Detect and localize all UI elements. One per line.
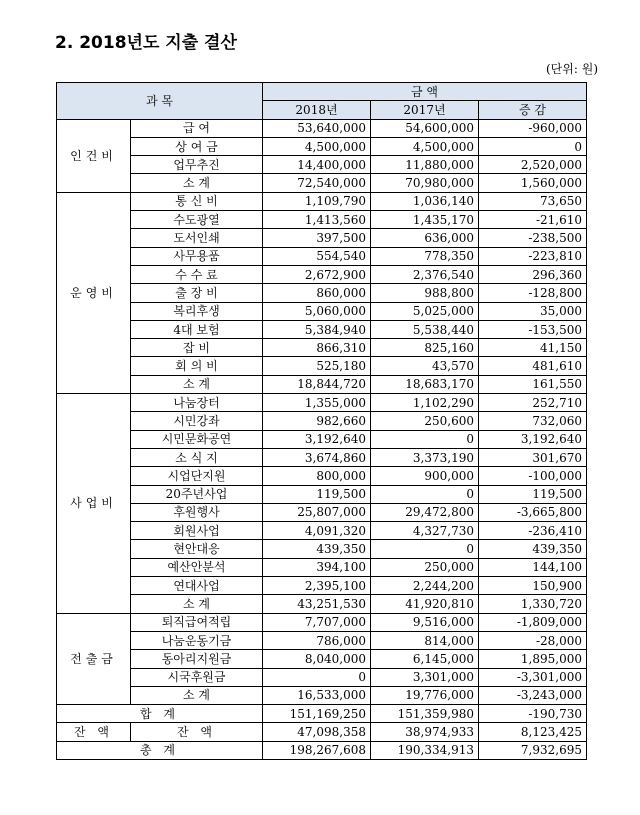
value-2017: 0 bbox=[371, 540, 479, 558]
table-row bbox=[57, 485, 587, 503]
balance-2017: 38,974,933 bbox=[371, 723, 479, 741]
value-2018: 0 bbox=[263, 668, 371, 686]
page-title: 2. 2018년도 지출 결산 bbox=[55, 33, 237, 53]
item-name: 연대사업 bbox=[131, 577, 263, 595]
value-2018: 2,672,900 bbox=[263, 265, 371, 283]
table-row bbox=[57, 174, 587, 192]
value-2018: 2,395,100 bbox=[263, 577, 371, 595]
category-cell: 운영비 bbox=[57, 192, 131, 393]
table-row bbox=[57, 595, 587, 613]
value-diff: 1,895,000 bbox=[479, 650, 587, 668]
value-2017: 0 bbox=[371, 485, 479, 503]
value-2018: 439,350 bbox=[263, 540, 371, 558]
value-2018: 72,540,000 bbox=[263, 174, 371, 192]
table-row bbox=[57, 137, 587, 155]
item-name: 예산안분석 bbox=[131, 558, 263, 576]
header-amount: 금 액 bbox=[263, 83, 587, 101]
item-name: 출 장 비 bbox=[131, 284, 263, 302]
item-name: 소 계 bbox=[131, 375, 263, 393]
value-2018: 554,540 bbox=[263, 247, 371, 265]
item-name: 수도광열 bbox=[131, 211, 263, 229]
table-row bbox=[57, 540, 587, 558]
value-2017: 41,920,810 bbox=[371, 595, 479, 613]
table-row bbox=[57, 265, 587, 283]
table-row bbox=[57, 686, 587, 704]
value-2017: 6,145,000 bbox=[371, 650, 479, 668]
value-2018: 5,060,000 bbox=[263, 302, 371, 320]
item-name: 회 의 비 bbox=[131, 357, 263, 375]
table-row bbox=[57, 357, 587, 375]
value-2017: 54,600,000 bbox=[371, 119, 479, 137]
value-2018: 8,040,000 bbox=[263, 650, 371, 668]
item-name: 시민문화공연 bbox=[131, 430, 263, 448]
value-2017: 778,350 bbox=[371, 247, 479, 265]
item-name: 시국후원금 bbox=[131, 668, 263, 686]
value-diff: 481,610 bbox=[479, 357, 587, 375]
value-diff: 0 bbox=[479, 137, 587, 155]
value-2018: 5,384,940 bbox=[263, 320, 371, 338]
table-row bbox=[57, 394, 587, 412]
category-cell: 사업비 bbox=[57, 394, 131, 614]
balance-item: 잔 액 bbox=[131, 723, 263, 741]
table-row bbox=[57, 339, 587, 357]
table-row bbox=[57, 448, 587, 466]
value-2017: 4,327,730 bbox=[371, 522, 479, 540]
value-diff: 150,900 bbox=[479, 577, 587, 595]
item-name: 업무추진 bbox=[131, 156, 263, 174]
grand-total-2017: 190,334,913 bbox=[371, 741, 479, 759]
value-2017: 5,538,440 bbox=[371, 320, 479, 338]
balance-row bbox=[57, 723, 587, 741]
item-name: 소 계 bbox=[131, 686, 263, 704]
value-diff: -153,500 bbox=[479, 320, 587, 338]
value-2017: 70,980,000 bbox=[371, 174, 479, 192]
category-cell: 전출금 bbox=[57, 613, 131, 704]
item-name: 나눔장터 bbox=[131, 394, 263, 412]
value-2018: 25,807,000 bbox=[263, 503, 371, 521]
value-2017: 988,800 bbox=[371, 284, 479, 302]
table-row bbox=[57, 668, 587, 686]
table-row bbox=[57, 302, 587, 320]
value-diff: 41,150 bbox=[479, 339, 587, 357]
value-2018: 3,674,860 bbox=[263, 448, 371, 466]
item-name: 소 계 bbox=[131, 595, 263, 613]
value-2018: 394,100 bbox=[263, 558, 371, 576]
value-2018: 43,251,530 bbox=[263, 595, 371, 613]
item-name: 20주년사업 bbox=[131, 485, 263, 503]
item-name: 잡 비 bbox=[131, 339, 263, 357]
item-name: 동아리지원금 bbox=[131, 650, 263, 668]
header-subject: 과 목 bbox=[57, 83, 263, 120]
value-diff: 35,000 bbox=[479, 302, 587, 320]
value-2018: 800,000 bbox=[263, 467, 371, 485]
total-sum-2018: 151,169,250 bbox=[263, 705, 371, 723]
value-2018: 14,400,000 bbox=[263, 156, 371, 174]
value-diff: -3,243,000 bbox=[479, 686, 587, 704]
value-diff: 73,650 bbox=[479, 192, 587, 210]
value-2017: 19,776,000 bbox=[371, 686, 479, 704]
value-2017: 5,025,000 bbox=[371, 302, 479, 320]
grand-total-diff: 7,932,695 bbox=[479, 741, 587, 759]
expense-table bbox=[56, 82, 587, 760]
table-row bbox=[57, 430, 587, 448]
table-row bbox=[57, 211, 587, 229]
table-row bbox=[57, 156, 587, 174]
table-row bbox=[57, 613, 587, 631]
item-name: 시업단지원 bbox=[131, 467, 263, 485]
value-2018: 525,180 bbox=[263, 357, 371, 375]
value-2018: 1,355,000 bbox=[263, 394, 371, 412]
value-2017: 825,160 bbox=[371, 339, 479, 357]
table-row bbox=[57, 577, 587, 595]
value-2018: 53,640,000 bbox=[263, 119, 371, 137]
value-2018: 119,500 bbox=[263, 485, 371, 503]
table-row bbox=[57, 558, 587, 576]
grand-total-label: 총 계 bbox=[57, 741, 263, 759]
value-diff: 2,520,000 bbox=[479, 156, 587, 174]
table-row bbox=[57, 229, 587, 247]
value-diff: 296,360 bbox=[479, 265, 587, 283]
value-2017: 4,500,000 bbox=[371, 137, 479, 155]
value-diff: -21,610 bbox=[479, 211, 587, 229]
table-row bbox=[57, 192, 587, 210]
value-2018: 397,500 bbox=[263, 229, 371, 247]
item-name: 수 수 료 bbox=[131, 265, 263, 283]
value-diff: 732,060 bbox=[479, 412, 587, 430]
value-2017: 43,570 bbox=[371, 357, 479, 375]
value-2017: 0 bbox=[371, 430, 479, 448]
header-2018: 2018년 bbox=[263, 101, 371, 119]
value-2018: 982,660 bbox=[263, 412, 371, 430]
grand-total-2018: 198,267,608 bbox=[263, 741, 371, 759]
value-diff: -223,810 bbox=[479, 247, 587, 265]
value-2017: 1,435,170 bbox=[371, 211, 479, 229]
value-2018: 4,091,320 bbox=[263, 522, 371, 540]
value-diff: -960,000 bbox=[479, 119, 587, 137]
total-sum-diff: -190,730 bbox=[479, 705, 587, 723]
value-2018: 1,109,790 bbox=[263, 192, 371, 210]
value-diff: 144,100 bbox=[479, 558, 587, 576]
item-name: 상 여 금 bbox=[131, 137, 263, 155]
value-2017: 2,376,540 bbox=[371, 265, 479, 283]
value-diff: -28,000 bbox=[479, 631, 587, 649]
value-diff: -128,800 bbox=[479, 284, 587, 302]
table-row bbox=[57, 284, 587, 302]
value-2017: 1,036,140 bbox=[371, 192, 479, 210]
table-row bbox=[57, 247, 587, 265]
value-2018: 786,000 bbox=[263, 631, 371, 649]
unit-note: (단위: 원) bbox=[546, 62, 598, 76]
value-diff: -3,301,000 bbox=[479, 668, 587, 686]
value-diff: -1,809,000 bbox=[479, 613, 587, 631]
value-2017: 3,301,000 bbox=[371, 668, 479, 686]
value-diff: 1,560,000 bbox=[479, 174, 587, 192]
value-2017: 1,102,290 bbox=[371, 394, 479, 412]
value-diff: -238,500 bbox=[479, 229, 587, 247]
table-row bbox=[57, 119, 587, 137]
value-2018: 860,000 bbox=[263, 284, 371, 302]
table-row bbox=[57, 522, 587, 540]
table-row bbox=[57, 375, 587, 393]
value-2018: 866,310 bbox=[263, 339, 371, 357]
item-name: 4대 보험 bbox=[131, 320, 263, 338]
value-2018: 18,844,720 bbox=[263, 375, 371, 393]
header-diff: 증 감 bbox=[479, 101, 587, 119]
value-2017: 2,244,200 bbox=[371, 577, 479, 595]
value-2017: 3,373,190 bbox=[371, 448, 479, 466]
value-2017: 250,600 bbox=[371, 412, 479, 430]
value-2018: 4,500,000 bbox=[263, 137, 371, 155]
value-diff: -100,000 bbox=[479, 467, 587, 485]
total-sum-2017: 151,359,980 bbox=[371, 705, 479, 723]
item-name: 시민강좌 bbox=[131, 412, 263, 430]
item-name: 소 계 bbox=[131, 174, 263, 192]
table-row bbox=[57, 503, 587, 521]
item-name: 복리후생 bbox=[131, 302, 263, 320]
value-diff: -3,665,800 bbox=[479, 503, 587, 521]
value-2017: 900,000 bbox=[371, 467, 479, 485]
item-name: 후원행사 bbox=[131, 503, 263, 521]
value-2017: 18,683,170 bbox=[371, 375, 479, 393]
table-row bbox=[57, 467, 587, 485]
value-2018: 1,413,560 bbox=[263, 211, 371, 229]
value-diff: 252,710 bbox=[479, 394, 587, 412]
value-2017: 29,472,800 bbox=[371, 503, 479, 521]
value-diff: 119,500 bbox=[479, 485, 587, 503]
item-name: 소 식 지 bbox=[131, 448, 263, 466]
balance-diff: 8,123,425 bbox=[479, 723, 587, 741]
table-row bbox=[57, 412, 587, 430]
item-name: 도서인쇄 bbox=[131, 229, 263, 247]
value-diff: 439,350 bbox=[479, 540, 587, 558]
table-row bbox=[57, 320, 587, 338]
value-diff: 3,192,640 bbox=[479, 430, 587, 448]
value-diff: 161,550 bbox=[479, 375, 587, 393]
item-name: 회원사업 bbox=[131, 522, 263, 540]
grand-total-row bbox=[57, 741, 587, 759]
item-name: 통 신 비 bbox=[131, 192, 263, 210]
value-diff: 1,330,720 bbox=[479, 595, 587, 613]
balance-2018: 47,098,358 bbox=[263, 723, 371, 741]
total-sum-label: 합 계 bbox=[57, 705, 263, 723]
value-2018: 3,192,640 bbox=[263, 430, 371, 448]
item-name: 급 여 bbox=[131, 119, 263, 137]
item-name: 퇴직급여적립 bbox=[131, 613, 263, 631]
value-diff: -236,410 bbox=[479, 522, 587, 540]
value-2017: 636,000 bbox=[371, 229, 479, 247]
balance-label: 잔 액 bbox=[57, 723, 131, 741]
table-row bbox=[57, 650, 587, 668]
table-body bbox=[57, 119, 587, 705]
table-row bbox=[57, 631, 587, 649]
value-2017: 9,516,000 bbox=[371, 613, 479, 631]
value-2018: 16,533,000 bbox=[263, 686, 371, 704]
item-name: 나눔운동기금 bbox=[131, 631, 263, 649]
category-cell: 인건비 bbox=[57, 119, 131, 192]
value-2017: 814,000 bbox=[371, 631, 479, 649]
item-name: 사무용품 bbox=[131, 247, 263, 265]
item-name: 현안대응 bbox=[131, 540, 263, 558]
value-2017: 250,000 bbox=[371, 558, 479, 576]
value-diff: 301,670 bbox=[479, 448, 587, 466]
header-2017: 2017년 bbox=[371, 101, 479, 119]
value-2017: 11,880,000 bbox=[371, 156, 479, 174]
total-sum-row bbox=[57, 705, 587, 723]
value-2018: 7,707,000 bbox=[263, 613, 371, 631]
